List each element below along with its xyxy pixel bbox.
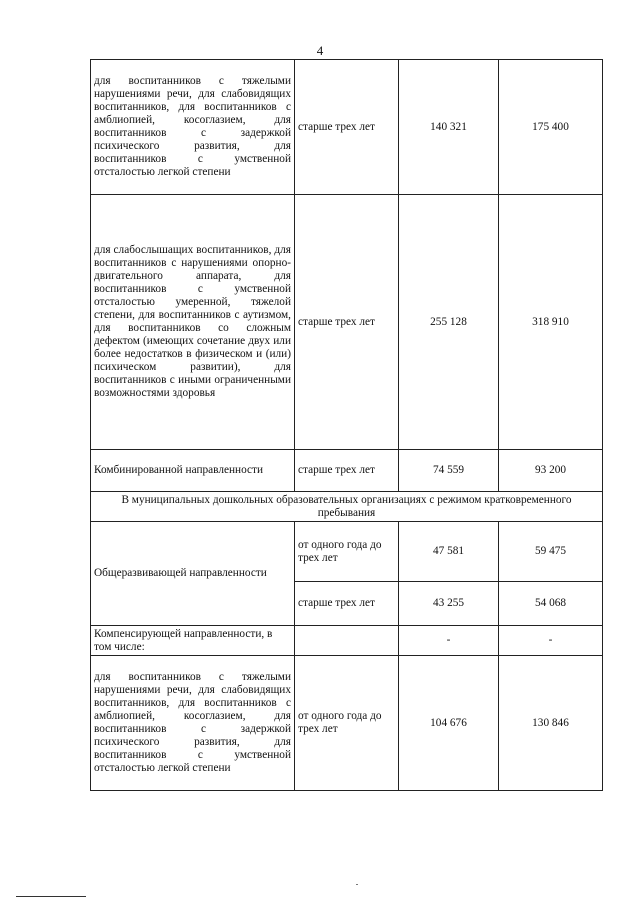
scan-speck (356, 884, 358, 885)
table-row (91, 522, 603, 582)
value-cell: 175 400 (499, 60, 603, 195)
value-cell: 43 255 (399, 582, 499, 626)
row-description: Общеразвивающей направленности (91, 522, 295, 626)
value-cell: - (399, 626, 499, 656)
table-row (91, 450, 603, 492)
value-cell: 318 910 (499, 195, 603, 450)
row-description: Комбинированной направленности (91, 450, 295, 492)
age-cell: старше трех лет (295, 60, 399, 195)
row-description: для воспитанников с тяжелыми нарушениями речи, для слабовидящих воспитанников, для воспитанников с амблиопией, косоглазием, для воспитанников с задержкой психического развития, для воспитанников с умственной отсталостью легкой степени (91, 656, 295, 791)
value-cell: 130 846 (499, 656, 603, 791)
value-cell: 140 321 (399, 60, 499, 195)
table-row (91, 626, 603, 656)
age-cell: старше трех лет (295, 450, 399, 492)
section-header-row (91, 492, 603, 522)
value-cell: 47 581 (399, 522, 499, 582)
row-description: Компенсирующей направленности, в том числе: (91, 626, 295, 656)
value-cell: 255 128 (399, 195, 499, 450)
value-cell: 59 475 (499, 522, 603, 582)
table-row (91, 60, 603, 195)
age-cell: от одного года до трех лет (295, 522, 399, 582)
value-cell: 93 200 (499, 450, 603, 492)
section-header: В муниципальных дошкольных образовательных организациях с режимом кратковременного пребывания (91, 492, 603, 522)
value-cell: - (499, 626, 603, 656)
value-cell: 74 559 (399, 450, 499, 492)
age-cell: старше трех лет (295, 582, 399, 626)
cost-table (90, 59, 603, 791)
row-description: для слабослышащих воспитанников, для воспитанников с нарушениями опорно-двигательного аппарата, для воспитанников с умственной отсталостью умеренной, тяжелой степени, для воспитанников с аутизмом, для воспитанников со сложным дефектом (имеющих сочетание двух или более недостатков в физическом и (или) психическом развитии), для воспитанников с иными ограниченными возможностями здоровья (91, 195, 295, 450)
table-row (91, 195, 603, 450)
row-description: для воспитанников с тяжелыми нарушениями речи, для слабовидящих воспитанников, для воспитанников с амблиопией, косоглазием, для воспитанников с задержкой психического развития, для воспитанников с умственной отсталостью легкой степени (91, 60, 295, 195)
value-cell: 54 068 (499, 582, 603, 626)
table-row (91, 656, 603, 791)
footer-rule (16, 896, 86, 897)
age-cell: старше трех лет (295, 195, 399, 450)
page-number: 4 (316, 43, 324, 58)
value-cell: 104 676 (399, 656, 499, 791)
age-cell (295, 626, 399, 656)
age-cell: от одного года до трех лет (295, 656, 399, 791)
